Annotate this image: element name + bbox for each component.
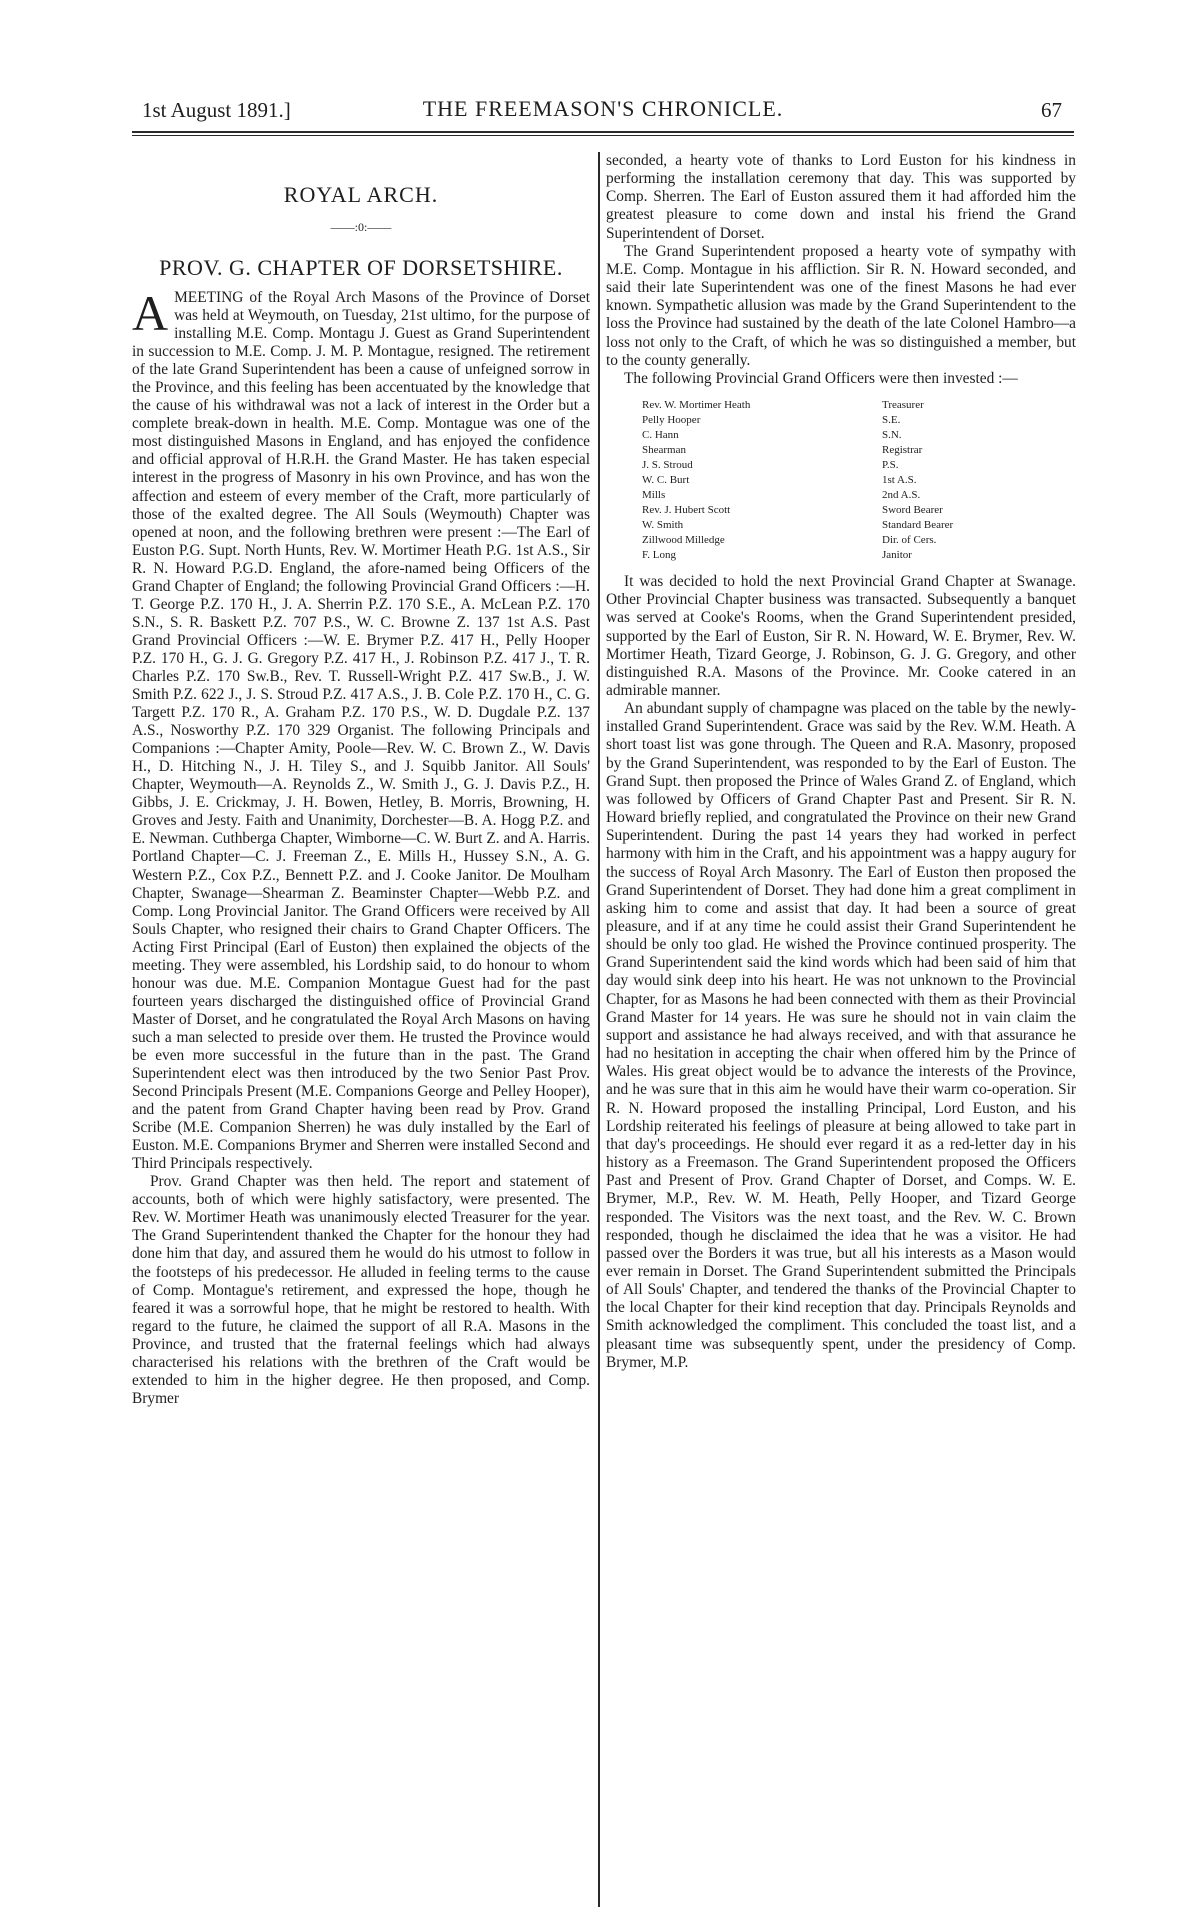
officer-office: Janitor xyxy=(882,549,912,562)
officer-name: F. Long xyxy=(642,549,676,562)
issue-date: 1st August 1891.] xyxy=(142,98,291,122)
officer-name: Pelly Hooper xyxy=(642,414,701,427)
left-column xyxy=(132,152,590,1408)
section-title: ROYAL ARCH. xyxy=(283,182,439,207)
page-header xyxy=(132,94,1074,124)
header-rule-thin xyxy=(132,135,1074,136)
officer-row xyxy=(642,518,1076,533)
officer-name: Rev. W. Mortimer Heath xyxy=(642,399,751,412)
officer-office: P.S. xyxy=(882,459,899,472)
officer-name: W. C. Burt xyxy=(642,474,690,487)
article-paragraph: It was decided to hold the next Provincial Grand Chapter at Swanage. Other Provincial Chapter business was transacted. Subsequently a banquet was served at Cooke's Rooms, when the Grand Superintendent presided, supported by the Earl of Euston, Sir R. N. Howard, W. E. Brymer, Rev. W. Mortimer Heath, Tizard George, J. Robinson, G. J. G. Gregory, and other distinguished R.A. Masons of the Province. Mr. Cooke catered in an admirable manner. xyxy=(606,573,1076,699)
drop-cap: A xyxy=(132,285,169,341)
officer-office: Treasurer xyxy=(882,399,924,412)
officer-name: Zillwood Milledge xyxy=(642,534,725,547)
article-paragraph-text: MEETING of the Royal Arch Masons of the Province of Dorset was held at Weymouth, on Tuesday, 21st ultimo, for the purpose of installing M.E. Comp. Montagu J. Guest as Grand Superintendent in succession to M.E. Comp. J. M. P. Montague, resigned. The retirement of the late Grand Superintendent has been a cause of unfeigned sorrow in the Province, and this feeling has been accentuated by the knowledge that the cause of his withdrawal was not a lack of interest in the Order but a complete break-down in health. M.E. Comp. Montague was one of the most distinguished Masons in England, and has enjoyed the confidence and official approval of H.R.H. the Grand Master. He has taken especial interest in the progress of Masonry in his own Province, and has won the affection and esteem of every member of the Craft, more particularly of those of the exalted degree. The All Souls (Weymouth) Chapter was opened at noon, and the following brethren were present :—The Earl of Euston P.G. Supt. North Hunts, Rev. W. Mortimer Heath P.G. 1st A.S., Sir R. N. Howard P.G.D. England, the afore-named being Officers of the Grand Chapter of England; the following Provincial Grand Officers :—H. T. George P.Z. 170 H., J. A. Sherrin P.Z. 170 S.E., A. McLean P.Z. 170 S.N., S. R. Baskett P.Z. 707 P.S., W. C. Browne Z. 137 1st A.S. Past Grand Provincial Officers :—W. E. Brymer P.Z. 417 H., Pelly Hooper P.Z. 170 H., G. J. G. Gregory P.Z. 417 H., J. Robinson P.Z. 417 J., T. R. Charles P.Z. 170 Sw.B., Rev. T. Russell-Wright P.Z. 417 Sw.B., J. W. Smith P.Z. 622 J., J. S. Stroud P.Z. 417 A.S., J. B. Cole P.Z. 170 H., C. G. Targett P.Z. 170 R., A. Graham P.Z. 170 P.S., W. D. Dugdale P.Z. 137 A.S., Nosworthy P.Z. 170 329 Organist. The following Principals and Companions :—Chapter Amity, Poole—Rev. W. C. Brown Z., W. Davis H., D. Hitching N., J. H. Tiley S., and J. Squibb Janitor. All Souls' Chapter, Weymouth—A. Reynolds Z., W. Smith J., G. J. Davis P.Z., H. Gibbs, J. E. Crickmay, J. H. Bowen, Hetley, B. Morris, Browning, H. Groves and Jesty. Faith and Unanimity, Dorchester—B. A. Hogg P.Z. and E. Newman. Cuthberga Chapter, Wimborne—C. W. Burt Z. and A. Harris. Portland Chapter—C. J. Freeman Z., E. Mills H., Hussey S.N., A. G. Western P.Z., Cox P.Z., Bennett P.Z. and J. Cooke Janitor. De Moulham Chapter, Swanage—Shearman Z. Beaminster Chapter—Webb P.Z. and Comp. Long Provincial Janitor. The Grand Officers were received by All Souls Chapter, who resigned their chairs to Grand Chapter Officers. The Acting First Principal (Earl of Euston) then explained the objects of the meeting. They were assembled, his Lordship said, to do honour to whom honour was due. M.E. Companion Montague Guest had for the past fourteen years discharged the distinguished office of Provincial Grand Master of Dorset, and he congratulated the Royal Arch Masons on having such a man selected to preside over them. He trusted the Province would be even more successful in the future than in the past. The Grand Superintendent elect was then introduced by the two Senior Past Prov. Second Principals Present (M.E. Companions George and Pelley Hooper), and the patent from Grand Chapter having been read by Prov. Grand Scribe (M.E. Companion Sherren) he was duly installed by the Earl of Euston. M.E. Companions Brymer and Sherren were installed Second and Third Principals respectively. xyxy=(132,289,590,1173)
officer-name: Shearman xyxy=(642,444,686,457)
officer-office: S.N. xyxy=(882,429,902,442)
officer-row xyxy=(642,443,1076,458)
section-separator: ——:0:—— xyxy=(330,220,392,234)
officer-row xyxy=(642,548,1076,563)
officer-name: J. S. Stroud xyxy=(642,459,693,472)
officer-row xyxy=(642,488,1076,503)
officer-office: 1st A.S. xyxy=(882,474,917,487)
officer-name: Mills xyxy=(642,489,666,502)
officer-row xyxy=(642,398,1076,413)
officer-row xyxy=(642,533,1076,548)
article-paragraph: An abundant supply of champagne was placed on the table by the newly-installed Grand Superintendent. Grace was said by the Rev. W.M. Heath. A short toast list was gone through. The Queen and R.A. Masonry, proposed by the Grand Superintendent, was responded to by the Earl of Euston. The Grand Supt. then proposed the Prince of Wales Grand Z. of England, which was followed by Officers of Grand Chapter Past and Present. Sir R. N. Howard briefly replied, and congratulated the Province on their new Grand Superintendent. During the past 14 years they had worked in perfect harmony with him in the Craft, and his appointment was a happy augury for the success of Royal Arch Masonry. The Earl of Euston then proposed the Grand Superintendent of Dorset. They had done him a great compliment in asking him to come and assist that day. It had been a source of great pleasure, and if at any time he could assist their Grand Superintendent he should be only too glad. He wished the Province continued prosperity. The Grand Superintendent said the kind words which had been said of him that day would sink deep into his heart. He was not unknown to the Provincial Chapter, for as Masons he had been connected with them as their Provincial Grand Master for 14 years. He was sure he should not in vain claim the support and assistance he had always received, and with that assurance he had no hesitation in accepting the chair when offered him by the Prince of Wales. His great object would be to advance the interests of the Province, and he was sure that in this aim he would have their warm co-operation. Sir R. N. Howard proposed the installing Principal, Lord Euston, and his Lordship reiterated his feelings of pleasure at being allowed to take part in that day's proceedings. He should ever regard it as a red-letter day in his history as a Freemason. The Grand Superintendent proposed the Officers Past and Present of Prov. Grand Chapter of Dorset, and Comps. W. E. Brymer, M.P., Rev. W. M. Heath, Pelly Hooper, and Tizard George responded. The Visitors was the next toast, and the Rev. W. C. Brown responded, though he disclaimed the idea that he was a visitor. He had passed over the Borders it was true, but all his interests as a Mason would ever remain in Dorset. The Grand Superintendent submitted the Principals of All Souls' Chapter, and tendered the thanks of the Provincial Chapter to the local Chapter for their kind reception that day. Principals Reynolds and Smith acknowledged the compliment. This concluded the toast list, and a pleasant time was subsequently spent, under the presidency of Comp. Brymer, M.P. xyxy=(606,700,1076,1371)
officer-office: Sword Bearer xyxy=(882,504,943,517)
officer-office: S.E. xyxy=(882,414,901,427)
article-paragraph xyxy=(132,285,590,1173)
officer-office: 2nd A.S. xyxy=(882,489,921,502)
right-column xyxy=(606,152,1076,1372)
article-paragraph: The Grand Superintendent proposed a hearty vote of sympathy with M.E. Comp. Montague in his affliction. Sir R. N. Howard seconded, and said their late Superintendent was one of the finest Masons he had ever known. Sympathetic allusion was made by the Grand Superintendent to the loss the Province had sustained by the death of the late Colonel Hambro—a loss not only to the Craft, of which he was so distinguished a member, but to the county generally. xyxy=(606,242,1076,369)
officer-row xyxy=(642,473,1076,488)
article-title: PROV. G. CHAPTER OF DORSETSHIRE. xyxy=(159,255,563,280)
officers-list xyxy=(642,398,1076,563)
page-number: 67 xyxy=(1041,98,1062,122)
officer-name: W. Smith xyxy=(642,519,684,532)
officer-office: Standard Bearer xyxy=(882,519,954,532)
officer-name: Rev. J. Hubert Scott xyxy=(642,504,731,517)
officer-name: C. Hann xyxy=(642,429,679,442)
officer-office: Dir. of Cers. xyxy=(882,534,937,547)
officer-row xyxy=(642,413,1076,428)
officer-row xyxy=(642,503,1076,518)
header-rule xyxy=(132,131,1074,133)
publication-title: THE FREEMASON'S CHRONICLE. xyxy=(422,96,784,121)
officer-office: Registrar xyxy=(882,444,923,457)
article-paragraph: seconded, a hearty vote of thanks to Lord Euston for his kindness in performing the installation ceremony that day. This was supported by Comp. Sherren. The Earl of Euston assured them it had afforded him the greatest pleasure to come down and instal his friend the Grand Superintendent of Dorset. xyxy=(606,152,1076,242)
officer-row xyxy=(642,428,1076,443)
column-divider xyxy=(598,152,600,1907)
article-paragraph: Prov. Grand Chapter was then held. The report and statement of accounts, both of which were highly satisfactory, were presented. The Rev. W. Mortimer Heath was unanimously elected Treasurer for the year. The Grand Superintendent thanked the Chapter for the honour they had done him that day, and assured them he would do his utmost to follow in the footsteps of his predecessor. He alluded in feeling terms to the cause of Comp. Montague's retirement, and expressed the hope, though he feared it was a sorrowful hope, that he might be restored to health. With regard to the future, he claimed the support of all R.A. Masons in the Province, and trusted that the fraternal feelings which had always characterised his relations with the brethren of the Craft would be extended to him in the higher degree. He then proposed, and Comp. Brymer xyxy=(132,1173,590,1407)
officer-row xyxy=(642,458,1076,473)
article-paragraph: The following Provincial Grand Officers were then invested :— xyxy=(624,369,1018,387)
